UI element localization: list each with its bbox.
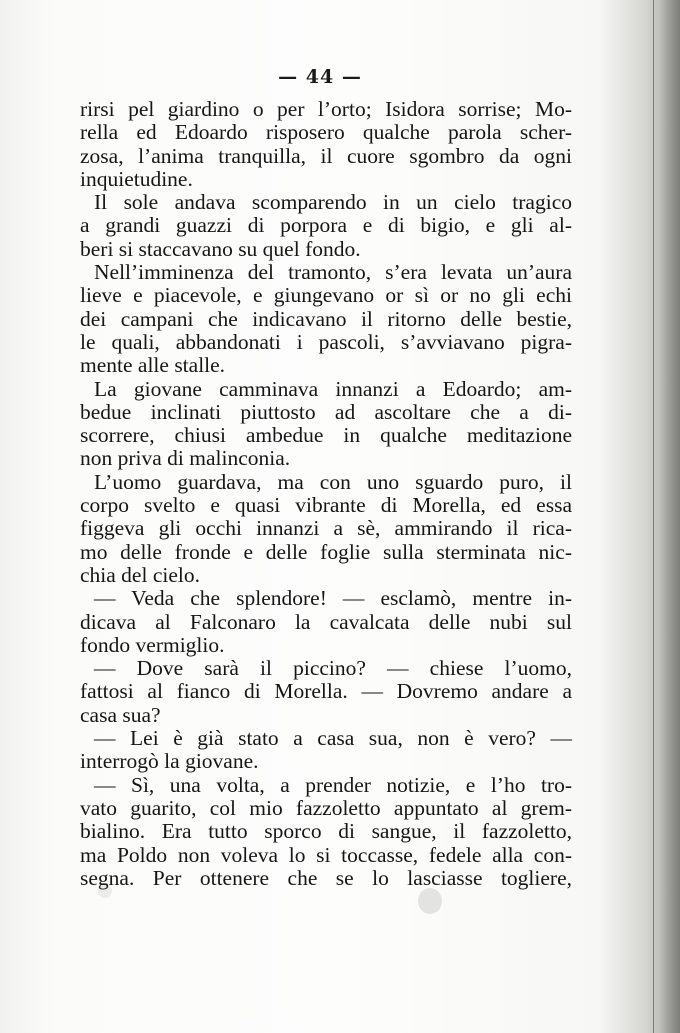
- text-line: chia del cielo.: [80, 562, 200, 587]
- text-line: dicava al Falconaro la cavalcata delle nubi sul: [80, 609, 572, 634]
- text-line: L’uomo guardava, ma con uno sguardo puro, il: [94, 469, 572, 494]
- text-line: mente alle stalle.: [80, 353, 226, 378]
- text-line: fondo vermiglio.: [80, 632, 225, 657]
- text-line: — Veda che splendore! — esclamò, mentre in-: [94, 586, 572, 611]
- text-line: a grandi guazzi di porpora e di bigio, e gli al-: [80, 213, 572, 238]
- text-line: corpo svelto e quasi vibrante di Morella, ed essa: [80, 493, 572, 518]
- text-line: rirsi pel giardino o per l’orto; Isidora sorrise; Mo-: [80, 97, 572, 121]
- ink-smudge: [418, 888, 442, 914]
- text-line: segna. Per ottenere che se lo lasciasse togliere,: [80, 865, 572, 890]
- text-line: — Dove sarà il piccino? — chiese l’uomo,: [94, 656, 572, 681]
- text-line: bialino. Era tutto sporco di sangue, il fazzoletto,: [80, 819, 572, 844]
- text-line: inquietudine.: [80, 166, 193, 191]
- text-line: fattosi al fianco di Morella. — Dovremo andare a: [80, 679, 572, 704]
- text-line: zosa, l’anima tranquilla, il cuore sgombro da ogni: [80, 143, 572, 168]
- body-text: [80, 98, 572, 890]
- text-line: lieve e piacevole, e giungevano or sì or no gli echi: [80, 283, 572, 308]
- text-line: mo delle fronde e delle foglie sulla sterminata nic-: [80, 539, 572, 564]
- text-line: ma Poldo non voleva lo si toccasse, fedele alla con-: [80, 842, 572, 867]
- ink-smudge: [98, 884, 112, 898]
- text-line: figgeva gli occhi innanzi a sè, ammirando il rica-: [80, 516, 572, 541]
- text-line: rella ed Edoardo risposero qualche parola scher-: [80, 120, 572, 145]
- page-number: — 44 —: [278, 66, 362, 88]
- text-line: casa sua?: [80, 702, 161, 727]
- page-edge-shadow: [646, 0, 680, 1033]
- text-line: Nell’imminenza del tramonto, s’era levata un’aura: [94, 260, 572, 285]
- text-line: dei campani che indicavano il ritorno delle bestie,: [80, 306, 572, 331]
- text-line: — Sì, una volta, a prender notizie, e l’ho tro-: [94, 772, 572, 797]
- text-line: vato guarito, col mio fazzoletto appuntato al grem-: [80, 795, 572, 820]
- text-line: Il sole andava scomparendo in un cielo tragico: [94, 190, 572, 215]
- text-line: La giovane camminava innanzi a Edoardo; am-: [94, 376, 572, 401]
- text-line: — Lei è già stato a casa sua, non è vero? —: [94, 726, 572, 751]
- text-line: interrogò la giovane.: [80, 749, 259, 774]
- text-line: le quali, abbandonati i pascoli, s’avviavano pigra-: [80, 329, 572, 354]
- text-line: non priva di malinconia.: [80, 446, 291, 471]
- text-line: scorrere, chiusi ambedue in qualche meditazione: [80, 423, 572, 448]
- text-line: bedue inclinati piuttosto ad ascoltare che a di-: [80, 399, 572, 424]
- page-edge-line: [653, 0, 654, 1033]
- text-line: beri si staccavano su quel fondo.: [80, 236, 361, 261]
